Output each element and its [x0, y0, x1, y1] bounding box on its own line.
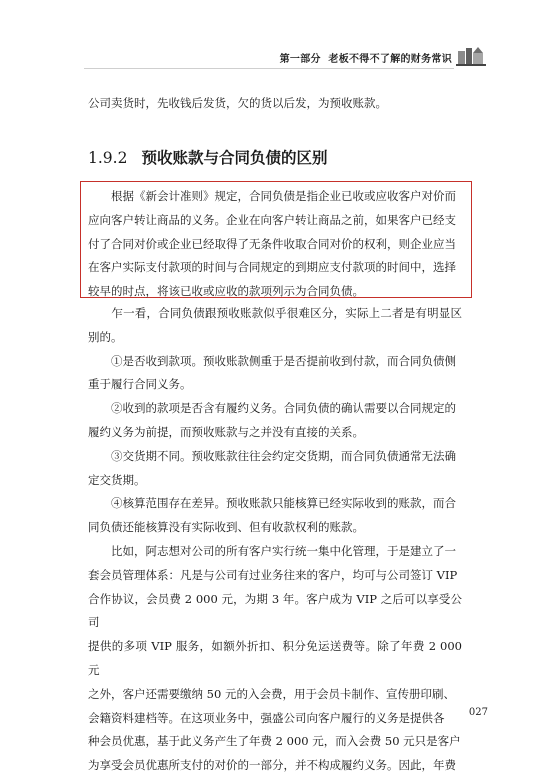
section-heading [88, 146, 327, 168]
header-title: 老板不得不了解的财务常识 [328, 54, 452, 65]
header-part-label: 第一部分 [279, 54, 321, 65]
page-number: 027 [468, 707, 488, 718]
section-number: 1.9.2 [88, 149, 128, 167]
section-title: 预收账款与合同负债的区别 [141, 148, 328, 167]
highlighted-definition-paragraph: 根据《新会计准则》规定，合同负债是指企业已收或应收客户对价而 应向客户转让商品的义务。企业在向客户转让商品之前，如果客户已经支 付了合同对价或企业已经取得了无条件收取合同对价的权利，则企业应当 在客户实际支付款项的时间与合同规定的到期应支付款项的时间中，选择 较早的时点，将该已收或应收的款项列示为合同负债。 [88, 189, 456, 299]
intro-line: 公司卖货时，先收钱后发货，欠的货以后发，为预收账款。 [88, 96, 387, 110]
running-header [280, 50, 452, 65]
header-divider [84, 68, 454, 69]
header-books-icon [456, 45, 486, 67]
body-text: 乍一看，合同负债跟预收账款似乎很难区分，实际上二者是有明显区别的。 ①是否收到款项。预收账款侧重于是否提前收到付款，而合同负债侧 重于履行合同义务。 ②收到的款项是否含有履约义务。合同负债的确认需要以合同规定的 履约义务为前提，而预收账款与之并没有直接的关系。 ③交货期不同。预收账款往往会约定交货期，而合同负债通常无法确 定交货期。 ④核算范围存在差异。预收账款只能核算已经实际收到的账款，而合 同负债还能核算没有实际收到、但有收款权利的账款。 比如，阿志想对公司的所有客户实行统一集中化管理，于是建立了一 套会员管理体系：凡是与公司有过业务往来的客户，均可与公司签订 VIP 合作协议，会员费 2 000 元，为期 3 年。客户成为 VIP 之后可以享受公司 提供的多项 VIP 服务，如额外折扣、积分免运送费等。除了年费 2 000 元 之外，客户还需要缴纳 50 元的入会费，用于会员卡制作、宣传册印刷、 会籍资料建档等。在这项业务中，强盛公司向客户履行的义务是提供各 种会员优惠，基于此义务产生了年费 2 000 元，而入会费 50 元只是客户 为享受会员优惠所支付的对价的一部分，并不构成履约义务。因此，年费 [88, 306, 462, 773]
